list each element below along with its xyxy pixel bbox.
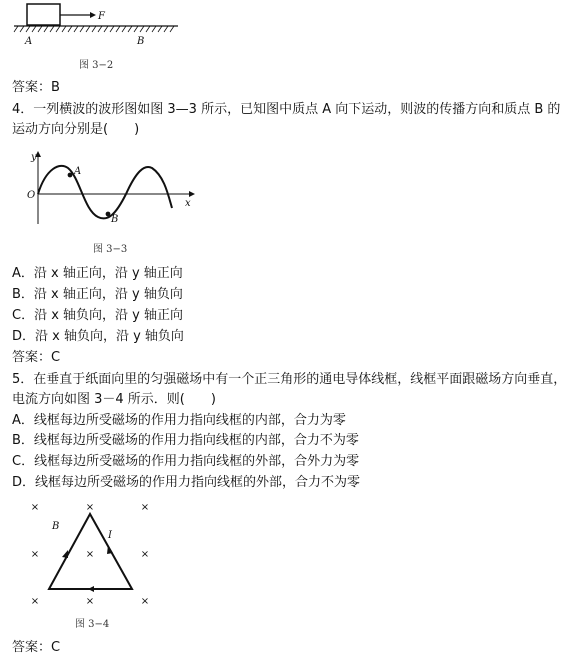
figure-3-4-caption: 图 3−4 (75, 619, 110, 630)
q3-answer: 答案：B (12, 80, 60, 95)
point-b-dot (106, 212, 111, 217)
origin-label: O (27, 190, 36, 201)
figure-3-2-caption: 图 3−2 (79, 60, 114, 71)
field-cross-icon: × (30, 549, 40, 560)
block (27, 4, 60, 25)
figure-3-2 (10, 0, 190, 50)
figure-3-4 (20, 496, 170, 608)
force-arrowhead (90, 12, 96, 18)
current-arrow-bottom-icon (88, 586, 94, 592)
label-b: B (52, 521, 60, 532)
point-a-dot (68, 173, 73, 178)
q5-option-d: D．线框每边所受磁场的作用力指向线框的外部，合力不为零 (12, 475, 361, 490)
field-cross-icon: × (140, 502, 150, 513)
q4-answer: 答案：C (12, 350, 61, 365)
q4-option-b: B．沿 x 轴正向，沿 y 轴负向 (12, 287, 183, 302)
q4-option-a: A．沿 x 轴正向，沿 y 轴正向 (12, 266, 183, 281)
point-b-label: B (111, 214, 119, 225)
q5-option-c: C．线框每边所受磁场的作用力指向线框的外部，合外力为零 (12, 454, 360, 469)
x-axis-arrowhead (189, 191, 195, 197)
field-cross-icon: × (85, 596, 95, 607)
field-cross-icon: × (85, 549, 95, 560)
label-i: I (108, 530, 112, 541)
force-label: F (98, 11, 105, 22)
x-axis-label: x (185, 198, 191, 209)
current-arrow-right-icon (107, 545, 113, 554)
field-cross-icon: × (140, 596, 150, 607)
wave-curve (38, 166, 172, 219)
q4-option-c: C．沿 x 轴负向，沿 y 轴正向 (12, 308, 183, 323)
point-b-label: B (137, 36, 145, 47)
magnetic-field-crosses (31, 502, 149, 607)
field-cross-icon: × (140, 549, 150, 560)
ground-hatching (14, 26, 174, 32)
field-cross-icon: × (85, 502, 95, 513)
q4-stem: 4．一列横波的波形图如图 3—3 所示，已知图中质点 A 向下运动，则波的传播方向和质点 B 的运动方向分别是( ) (12, 102, 561, 137)
figure-3-3 (22, 148, 202, 228)
figure-3-3-caption: 图 3−3 (93, 244, 128, 255)
current-arrow-left-icon (62, 550, 68, 558)
q5-option-b: B．线框每边所受磁场的作用力指向线框的内部，合力不为零 (12, 433, 359, 448)
q5-option-a: A．线框每边所受磁场的作用力指向线框的内部，合力为零 (12, 413, 346, 428)
field-cross-icon: × (30, 502, 40, 513)
field-cross-icon: × (30, 596, 40, 607)
q5-stem: 5．在垂直于纸面向里的匀强磁场中有一个正三角形的通电导体线框，线框平面跟磁场方向垂直，电流方向如图 3－4 所示．则( ) (12, 372, 567, 407)
point-a-label: A (25, 36, 33, 47)
q5-answer: 答案：C (12, 640, 61, 655)
q4-option-d: D．沿 x 轴负向，沿 y 轴负向 (12, 329, 184, 344)
point-a-label: A (74, 166, 82, 177)
y-axis-label: y (31, 152, 37, 163)
